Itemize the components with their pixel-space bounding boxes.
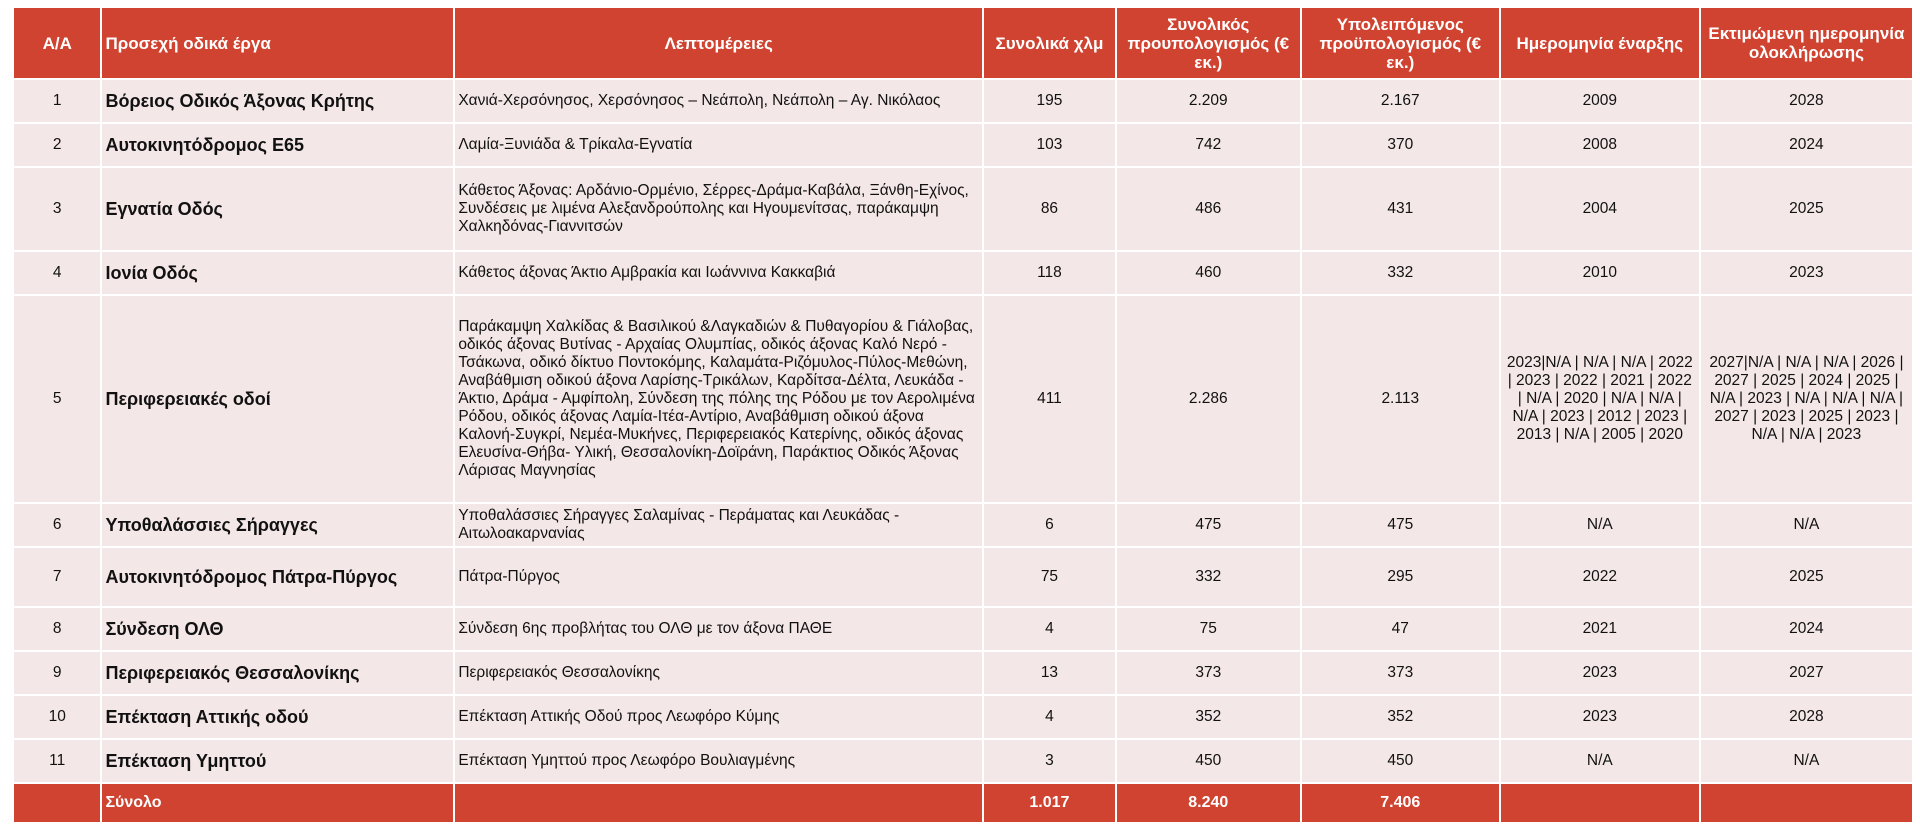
cell-aa: 11 <box>14 740 100 782</box>
cell-aa: 7 <box>14 548 100 606</box>
total-end-empty <box>1701 784 1912 822</box>
cell-km: 4 <box>984 608 1115 650</box>
cell-total-budget: 742 <box>1117 124 1300 166</box>
total-row <box>14 784 1912 822</box>
cell-name: Ιονία Οδός <box>102 252 453 294</box>
cell-name: Επέκταση Υμηττού <box>102 740 453 782</box>
cell-details: Πάτρα-Πύργος <box>455 548 982 606</box>
header-details: Λεπτομέρειες <box>455 8 982 78</box>
cell-total-budget: 332 <box>1117 548 1300 606</box>
table-row <box>14 80 1912 122</box>
cell-km: 86 <box>984 168 1115 250</box>
cell-details: Επέκταση Αττικής Οδού προς Λεωφόρο Κύμης <box>455 696 982 738</box>
cell-start-date: 2023|N/A | N/A | N/A | 2022 | 2023 | 2022 | 2021 | 2022 | N/A | 2020 | N/A | N/A | N/A | 2023 | 2012 | 2023 | 2013 | N/A | 2005 | 2020 <box>1501 296 1699 502</box>
cell-details: Παράκαμψη Χαλκίδας & Βασιλικού &Λαγκαδιών & Πυθαγορίου & Γιάλοβας, οδικός άξονας Βυτίνας - Αρχαίας Ολυμπίας, οδικός άξονας Καλό Νερό - Τσάκωνα, οδικό δίκτυο Ποντοκόμης, Καλαμάτα-Ριζόμυλος-Πύλος-Μεθώνη, Αναβάθμιση οδικού άξονα Λαρίσης-Τρικάλων, Καρδίτσα-Δέλτα, Λευκάδα - Άκτιο, Δράμα - Αμφίπολη, Σύνδεση της πόλης της Ρόδου με τον Αερολιμένα Ρόδου, οδικός άξονας Λαμία-Ιτέα-Αντίριο, Αναβάθμιση οδικού άξονα Καλονή-Συγκρί, Νεμέα-Μυκήνες, Περιφερειακός Κατερίνης, οδικός άξονας Ελευσίνα-Θήβα- Υλική, Θεσσαλονίκη-Δοϊράνη, Παράκτιος Οδικός Άξονας Λάρισας Μαγνησίας <box>455 296 982 502</box>
header-aa: A/A <box>14 8 100 78</box>
cell-remaining-budget: 47 <box>1302 608 1499 650</box>
cell-end-date: N/A <box>1701 504 1912 546</box>
cell-start-date: 2023 <box>1501 652 1699 694</box>
cell-details: Επέκταση Υμηττού προς Λεωφόρο Βουλιαγμένης <box>455 740 982 782</box>
cell-km: 13 <box>984 652 1115 694</box>
cell-name: Υποθαλάσσιες Σήραγγες <box>102 504 453 546</box>
cell-details: Περιφερειακός Θεσσαλονίκης <box>455 652 982 694</box>
cell-aa: 9 <box>14 652 100 694</box>
cell-aa: 1 <box>14 80 100 122</box>
cell-start-date: 2022 <box>1501 548 1699 606</box>
table-row <box>14 168 1912 250</box>
table-row <box>14 548 1912 606</box>
cell-km: 411 <box>984 296 1115 502</box>
cell-km: 195 <box>984 80 1115 122</box>
cell-details: Χανιά-Χερσόνησος, Χερσόνησος – Νεάπολη, Νεάπολη – Αγ. Νικόλαος <box>455 80 982 122</box>
table-row <box>14 740 1912 782</box>
cell-aa: 4 <box>14 252 100 294</box>
total-budget-sum: 8.240 <box>1117 784 1300 822</box>
table-row <box>14 124 1912 166</box>
cell-start-date: 2004 <box>1501 168 1699 250</box>
cell-total-budget: 2.286 <box>1117 296 1300 502</box>
header-end-date: Εκτιμώμενη ημερομηνία ολοκλήρωσης <box>1701 8 1912 78</box>
cell-details: Κάθετος άξονας Άκτιο Αμβρακία και Ιωάννινα Κακκαβιά <box>455 252 982 294</box>
cell-aa: 2 <box>14 124 100 166</box>
cell-start-date: N/A <box>1501 504 1699 546</box>
cell-aa: 3 <box>14 168 100 250</box>
cell-details: Κάθετος Άξονας: Αρδάνιο-Ορμένιο, Σέρρες-Δράμα-Καβάλα, Ξάνθη-Εχίνος, Συνδέσεις με λιμένα Αλεξανδρούπολης και Ηγουμενίτσας, παράκαμψη Χαλκηδόνας-Γιαννιτσών <box>455 168 982 250</box>
cell-km: 6 <box>984 504 1115 546</box>
cell-start-date: 2023 <box>1501 696 1699 738</box>
cell-remaining-budget: 373 <box>1302 652 1499 694</box>
cell-total-budget: 75 <box>1117 608 1300 650</box>
cell-total-budget: 475 <box>1117 504 1300 546</box>
road-projects-table-wrapper <box>12 6 1914 824</box>
cell-details: Λαμία-Ξυνιάδα & Τρίκαλα-Εγνατία <box>455 124 982 166</box>
cell-end-date: 2024 <box>1701 124 1912 166</box>
cell-name: Περιφερειακές οδοί <box>102 296 453 502</box>
cell-end-date: 2025 <box>1701 168 1912 250</box>
cell-end-date: 2023 <box>1701 252 1912 294</box>
table-row <box>14 696 1912 738</box>
road-projects-table <box>12 6 1914 824</box>
cell-name: Σύνδεση ΟΛΘ <box>102 608 453 650</box>
total-remaining-sum: 7.406 <box>1302 784 1499 822</box>
cell-total-budget: 373 <box>1117 652 1300 694</box>
header-start-date: Ημερομηνία έναρξης <box>1501 8 1699 78</box>
cell-km: 103 <box>984 124 1115 166</box>
header-row <box>14 8 1912 78</box>
cell-km: 3 <box>984 740 1115 782</box>
table-row <box>14 608 1912 650</box>
cell-end-date: 2025 <box>1701 548 1912 606</box>
total-aa-empty <box>14 784 100 822</box>
cell-start-date: 2010 <box>1501 252 1699 294</box>
header-total-budget: Συνολικός προυπολογισμός (€ εκ.) <box>1117 8 1300 78</box>
cell-remaining-budget: 352 <box>1302 696 1499 738</box>
cell-aa: 8 <box>14 608 100 650</box>
cell-name: Εγνατία Οδός <box>102 168 453 250</box>
total-details-empty <box>455 784 982 822</box>
cell-end-date: 2028 <box>1701 80 1912 122</box>
cell-remaining-budget: 475 <box>1302 504 1499 546</box>
cell-total-budget: 486 <box>1117 168 1300 250</box>
cell-remaining-budget: 2.113 <box>1302 296 1499 502</box>
cell-aa: 5 <box>14 296 100 502</box>
cell-name: Περιφερειακός Θεσσαλονίκης <box>102 652 453 694</box>
cell-km: 118 <box>984 252 1115 294</box>
cell-end-date: 2028 <box>1701 696 1912 738</box>
cell-details: Υποθαλάσσιες Σήραγγες Σαλαμίνας - Περάματας και Λευκάδας - Αιτωλοακαρνανίας <box>455 504 982 546</box>
cell-aa: 10 <box>14 696 100 738</box>
total-km: 1.017 <box>984 784 1115 822</box>
cell-total-budget: 2.209 <box>1117 80 1300 122</box>
cell-end-date: N/A <box>1701 740 1912 782</box>
cell-name: Αυτοκινητόδρομος Ε65 <box>102 124 453 166</box>
cell-name: Βόρειος Οδικός Άξονας Κρήτης <box>102 80 453 122</box>
cell-remaining-budget: 370 <box>1302 124 1499 166</box>
cell-remaining-budget: 295 <box>1302 548 1499 606</box>
header-remaining-budget: Υπολειπόμενος προϋπολογισμός (€ εκ.) <box>1302 8 1499 78</box>
table-row <box>14 252 1912 294</box>
cell-end-date: 2027|N/A | N/A | N/A | 2026 | 2027 | 2025 | 2024 | 2025 | N/A | 2023 | N/A | N/A | N/A | 2027 | 2023 | 2025 | 2023 | N/A | N/A | 2023 <box>1701 296 1912 502</box>
cell-details: Σύνδεση 6ης προβλήτας του ΟΛΘ με τον άξονα ΠΑΘΕ <box>455 608 982 650</box>
cell-start-date: 2021 <box>1501 608 1699 650</box>
table-row <box>14 652 1912 694</box>
cell-remaining-budget: 431 <box>1302 168 1499 250</box>
header-name: Προσεχή οδικά έργα <box>102 8 453 78</box>
cell-name: Επέκταση Αττικής οδού <box>102 696 453 738</box>
total-start-empty <box>1501 784 1699 822</box>
cell-start-date: 2008 <box>1501 124 1699 166</box>
cell-total-budget: 460 <box>1117 252 1300 294</box>
table-row <box>14 504 1912 546</box>
total-label: Σύνολο <box>102 784 453 822</box>
cell-name: Αυτοκινητόδρομος Πάτρα-Πύργος <box>102 548 453 606</box>
cell-km: 4 <box>984 696 1115 738</box>
cell-total-budget: 352 <box>1117 696 1300 738</box>
cell-end-date: 2027 <box>1701 652 1912 694</box>
table-row <box>14 296 1912 502</box>
cell-remaining-budget: 332 <box>1302 252 1499 294</box>
cell-total-budget: 450 <box>1117 740 1300 782</box>
header-km: Συνολικά χλμ <box>984 8 1115 78</box>
cell-end-date: 2024 <box>1701 608 1912 650</box>
cell-remaining-budget: 2.167 <box>1302 80 1499 122</box>
cell-start-date: 2009 <box>1501 80 1699 122</box>
cell-remaining-budget: 450 <box>1302 740 1499 782</box>
cell-km: 75 <box>984 548 1115 606</box>
cell-aa: 6 <box>14 504 100 546</box>
cell-start-date: N/A <box>1501 740 1699 782</box>
